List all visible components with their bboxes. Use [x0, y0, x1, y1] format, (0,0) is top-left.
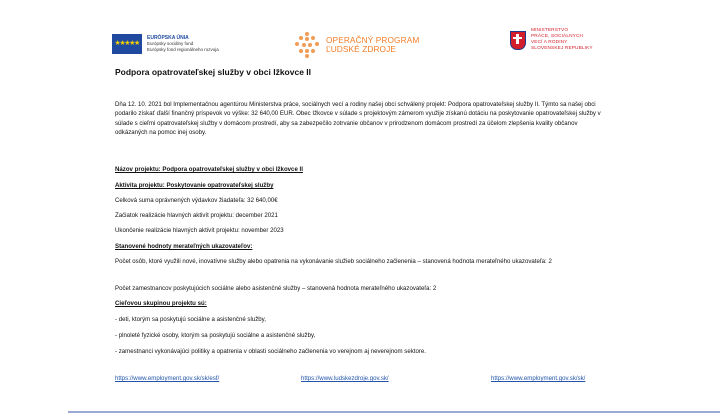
op-dots-icon [294, 32, 320, 58]
eu-logo [112, 34, 227, 54]
ministry-logo-line4: SLOVENSKEJ REPUBLIKY [531, 46, 593, 51]
op-logo-text [326, 36, 419, 54]
target-item-3: - zamestnanci vykonávajúci politiky a opatrenia v oblasti sociálneho začlenenia vo verejnom aj neverejnom sektore. [115, 348, 426, 355]
intro-paragraph: Dňa 12. 10. 2021 bol Implementačnou agentúrou Ministerstva práce, sociálnych vecí a rodiny našej obci schválený projekt: Podpora opatrovateľskej služby II. Týmto sa našej obci podarilo získať ďalší finančný príspevok vo výške: 32 640,00 EUR. Obec Ižkovce v súlade s projektovým zámerom využije získanú dotáciu na poskytovanie opatrovateľskej služby v súlade s cieľmi opatrovateľskej služby v domácom prostredí, aby sa zabezpečilo zotrvanie občanov v prirodzenom domácom prostredí za účelom zlepšenia kvality občanov odkázaných na pomoc inej osoby. [115, 101, 601, 137]
bottom-divider [68, 411, 720, 413]
target-heading: Cieľovou skupinou projektu sú: [115, 300, 207, 307]
slovak-coat-of-arms-icon [510, 31, 526, 50]
logo-bar [112, 28, 612, 64]
project-name: Názov projektu: Podpora opatrovateľskej služby v obci Ižkovce II [115, 166, 303, 173]
ministry-logo [510, 28, 621, 52]
link-employment[interactable]: https://www.employment.gov.sk/sk/ [491, 375, 586, 382]
ministry-logo-line2: PRÁCE, SOCIÁLNYCH [531, 34, 584, 39]
project-activity: Aktivita projektu: Poskytovanie opatrovateľskej služby [115, 182, 274, 189]
target-item-2: - plnoleté fyzické osoby, ktorým sa poskytujú sociálne a asistenčné služby, [115, 332, 316, 339]
start-date: Začiatok realizácie hlavných aktivít projektu: december 2021 [115, 212, 278, 219]
op-logo-line2: ĽUDSKÉ ZDROJE [326, 44, 396, 54]
indicator-1: Počet osôb, ktoré využili nové, inovatívne služby alebo opatrenia na vykonávanie služieb sociálneho začlenenia – stanovená hodnota merateľného ukazovateľa: 2 [115, 258, 552, 265]
ministry-logo-line1: MINISTERSTVO [531, 28, 569, 33]
indicator-2: Počet zamestnancov poskytujúcich sociálne alebo asistenčné služby – stanovená hodnota merateľného ukazovateľa: 2 [115, 285, 437, 292]
op-logo [294, 32, 419, 58]
eu-flag-icon: ★★★★★ [112, 34, 142, 54]
indicators-heading: Stanovené hodnoty merateľných ukazovateľov: [115, 243, 253, 250]
eu-logo-text [147, 35, 227, 53]
link-ludske-zdroje[interactable]: https://www.ludskezdroje.gov.sk/ [301, 375, 389, 382]
ministry-logo-text [531, 28, 621, 52]
link-esf[interactable]: https://www.employment.gov.sk/sk/esf/ [115, 375, 220, 382]
eu-logo-line2: Európsky sociálny fond [147, 41, 194, 46]
total-amount: Celková suma oprávnených výdavkov žiadateľa: 32 640,00€ [115, 197, 278, 204]
end-date: Ukončenie realizácie hlavných aktivít projektu: november 2023 [115, 227, 284, 234]
op-logo-line1: OPERAČNÝ PROGRAM [326, 35, 420, 45]
target-item-1: - deti, ktorým sa poskytujú sociálne a asistenčné služby, [115, 316, 266, 323]
eu-logo-line3: Európsky fond regionálneho rozvoja [147, 47, 219, 52]
ministry-logo-line3: VECÍ A RODINY [531, 40, 568, 45]
document-title: Podpora opatrovateľskej služby v obci Ižkovce II [115, 67, 312, 77]
eu-logo-line1: EURÓPSKA ÚNIA [147, 35, 189, 41]
